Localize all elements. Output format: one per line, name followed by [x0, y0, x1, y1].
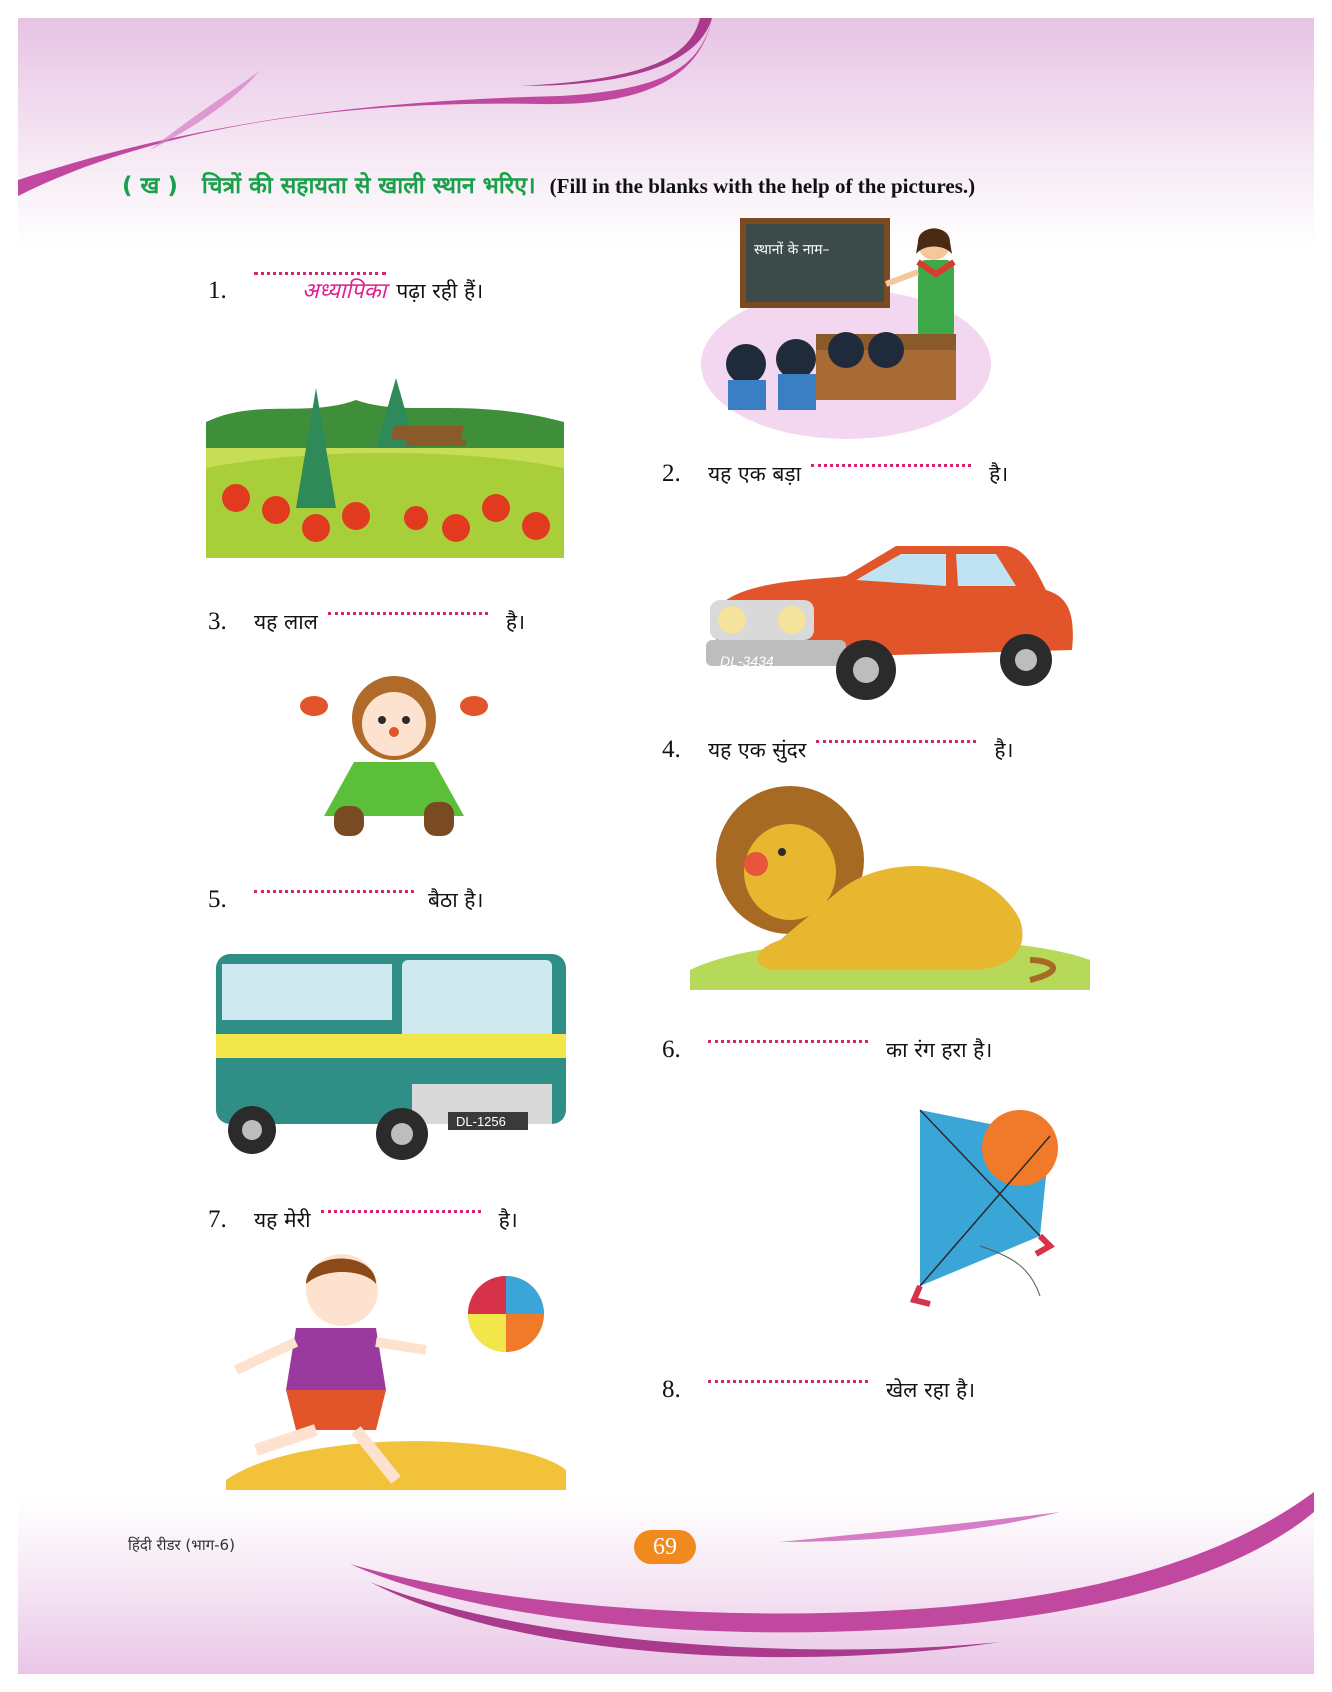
question-number: 6.	[662, 1036, 681, 1063]
question-number: 3.	[208, 608, 227, 635]
heading-english: (Fill in the blanks with the help of the pictures.)	[549, 174, 976, 198]
question-1	[208, 272, 483, 305]
question-5	[208, 886, 483, 914]
question-text: है।	[994, 738, 1014, 762]
question-7	[208, 1206, 518, 1234]
car-illustration	[696, 540, 1076, 710]
question-text: यह मेरी	[254, 1208, 311, 1232]
question-number: 7.	[208, 1206, 227, 1233]
bus-illustration	[212, 944, 582, 1164]
lion-illustration	[690, 780, 1090, 1000]
question-text: यह एक बड़ा	[708, 462, 802, 486]
bottom-swoosh-decoration	[0, 1492, 1332, 1692]
page-number-badge: 69	[634, 1530, 696, 1564]
blank-field[interactable]	[811, 464, 971, 467]
question-text: यह लाल	[254, 610, 318, 634]
question-text: खेल रहा है।	[886, 1378, 976, 1402]
question-text: है।	[505, 610, 526, 634]
doll-illustration	[294, 666, 494, 846]
question-number: 1.	[208, 277, 227, 304]
question-text: पढ़ा रही हैं।	[396, 279, 484, 303]
blank-field[interactable]	[321, 1210, 481, 1213]
question-2	[662, 460, 1008, 488]
exercise-heading	[122, 168, 975, 200]
question-8	[662, 1376, 975, 1404]
question-text: है।	[498, 1208, 518, 1232]
blank-field[interactable]	[816, 740, 976, 743]
blank-field[interactable]	[708, 1040, 868, 1043]
bus-number-plate: DL-1256	[456, 1114, 506, 1129]
question-text: बैठा है।	[428, 888, 484, 912]
question-number: 5.	[208, 886, 227, 913]
question-text: का रंग हरा है।	[886, 1038, 993, 1062]
question-number: 4.	[662, 736, 681, 763]
blank-field[interactable]	[254, 890, 414, 893]
heading-label: ( ख )	[122, 173, 178, 199]
car-number-plate: DL-3434	[720, 653, 774, 669]
question-text: यह एक सुंदर	[708, 738, 807, 762]
page-background	[18, 18, 1314, 1674]
kite-illustration	[900, 1096, 1080, 1316]
boy-playing-ball-illustration	[216, 1250, 586, 1500]
blank-field[interactable]	[708, 1380, 868, 1383]
heading-hindi: चित्रों की सहायता से खाली स्थान भरिए।	[201, 173, 536, 199]
teacher-classroom-illustration	[706, 214, 996, 434]
blank-field[interactable]	[328, 612, 488, 615]
question-text: है।	[989, 462, 1009, 486]
garden-illustration	[206, 378, 566, 558]
book-title-footer: हिंदी रीडर (भाग-6)	[128, 1536, 235, 1554]
filled-answer: अध्यापिका	[254, 272, 386, 305]
question-3	[208, 608, 525, 636]
question-4	[662, 736, 1013, 764]
question-number: 8.	[662, 1376, 681, 1403]
question-6	[662, 1036, 992, 1064]
question-number: 2.	[662, 460, 681, 487]
blackboard-text: स्थानों के नाम–	[754, 242, 830, 258]
